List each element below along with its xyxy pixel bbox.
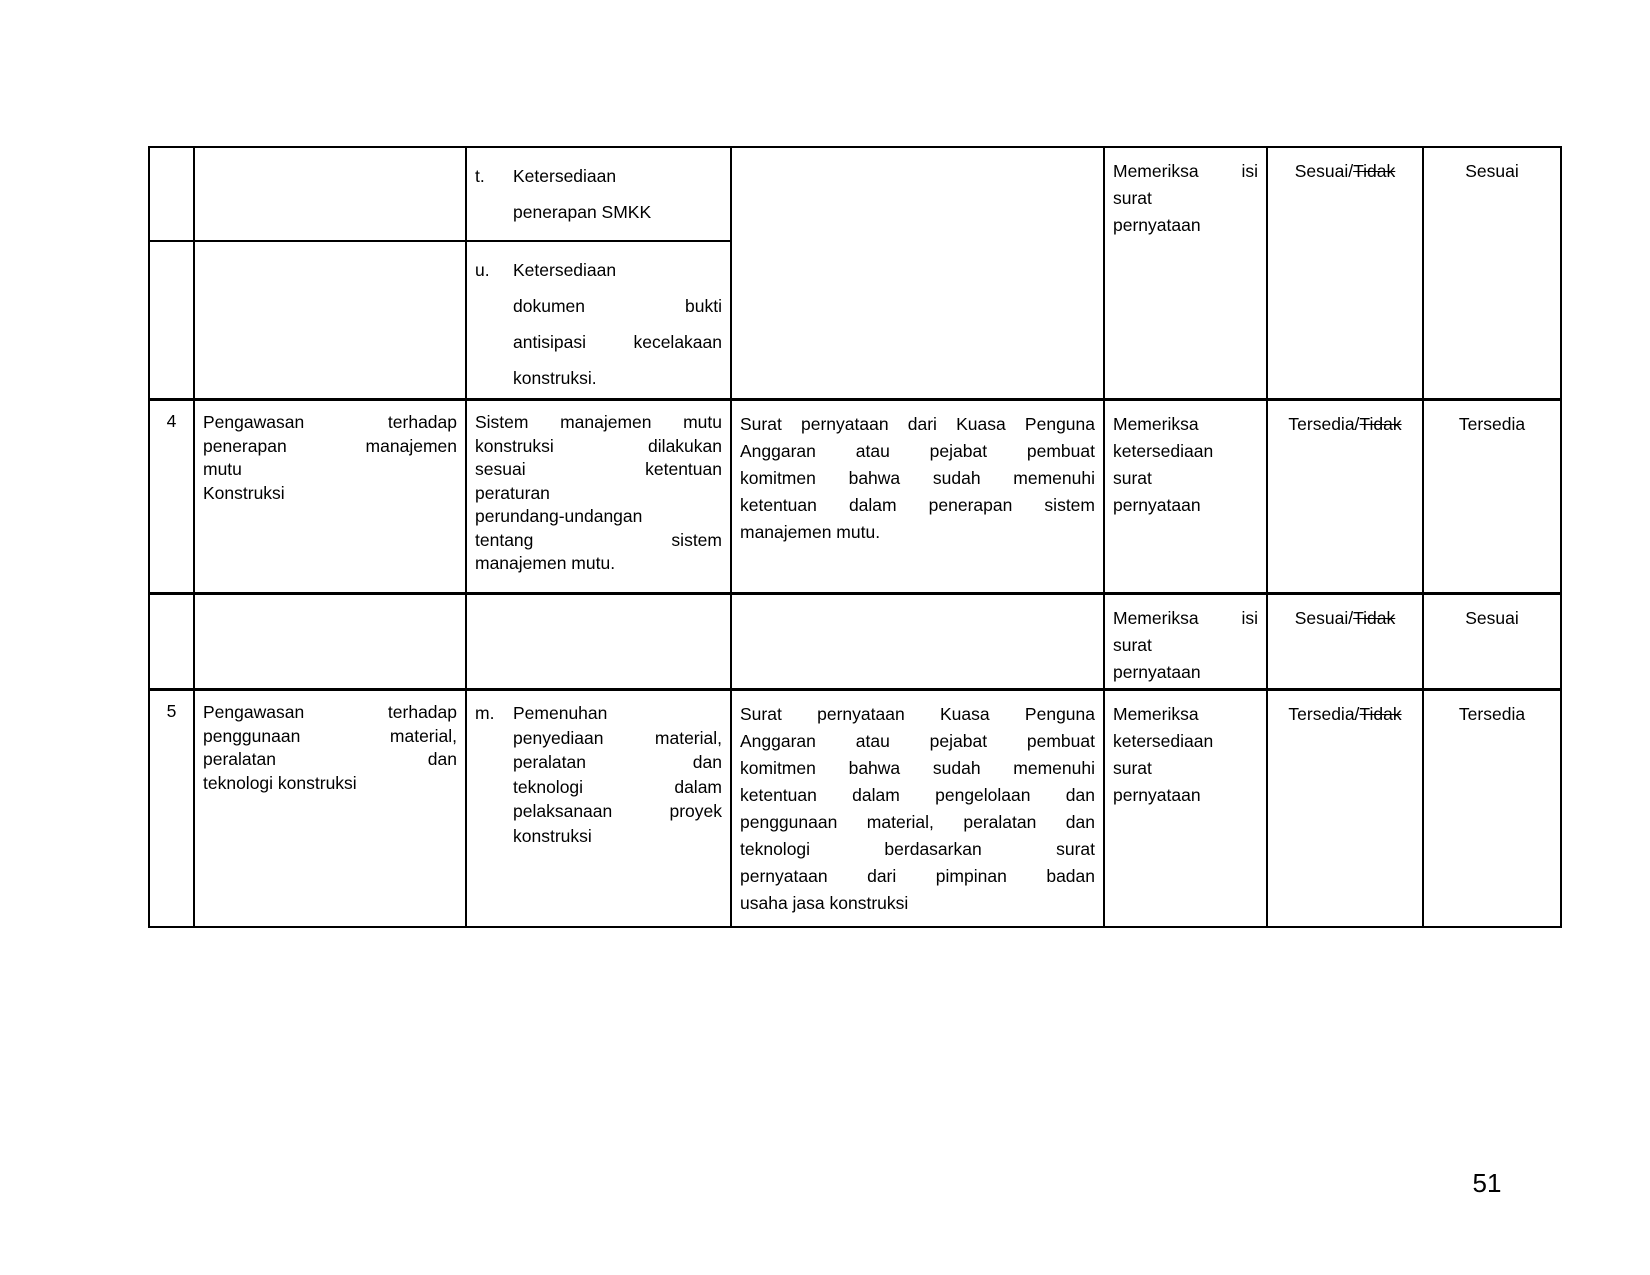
cell-no: 5 (149, 690, 194, 927)
cell-statement (731, 594, 1104, 690)
cell-no (149, 241, 194, 400)
cell-result: Sesuai (1423, 594, 1561, 690)
checklist-table (148, 146, 1562, 928)
table-row-check-4 (149, 594, 1561, 690)
table-row-4 (149, 400, 1561, 594)
cell-method: Memeriksa ketersediaan surat pernyataan (1104, 690, 1267, 927)
cell-result: Sesuai (1423, 147, 1561, 400)
item-marker: u. (475, 260, 490, 280)
cell-option: Tersedia/Tidak (1267, 400, 1423, 594)
cell-no (149, 147, 194, 241)
cell-item-t (466, 147, 731, 241)
cell-item (466, 594, 731, 690)
cell-scope: Pengawasan terhadap penerapan manajemen mutu Konstruksi (194, 400, 466, 594)
cell-scope (194, 594, 466, 690)
cell-scope (194, 241, 466, 400)
cell-statement: Surat pernyataan Kuasa Penguna Anggaran atau pejabat pembuat komitmen bahwa sudah memenuhi ketentuan dalam pengelolaan dan penggunaan material, peralatan dan teknologi berdasarkan surat pernyataan dari pimpinan badan usaha jasa konstruksi (731, 690, 1104, 927)
cell-method: Memeriksa isi surat pernyataan (1104, 147, 1267, 400)
cell-item: Sistem manajemen mutu konstruksi dilakukan sesuai ketentuan peraturan perundang-undangan tentang sistem manajemen mutu. (466, 400, 731, 594)
cell-no: 4 (149, 400, 194, 594)
cell-statement (731, 147, 1104, 400)
item-marker: t. (475, 166, 485, 186)
cell-option: Sesuai/Tidak (1267, 147, 1423, 400)
item-marker: m. (475, 703, 495, 723)
page-number: 51 (1472, 1168, 1502, 1198)
cell-method: Memeriksa isi surat pernyataan (1104, 594, 1267, 690)
cell-result: Tersedia (1423, 690, 1561, 927)
cell-option: Tersedia/Tidak (1267, 690, 1423, 927)
cell-no (149, 594, 194, 690)
table-row-5 (149, 690, 1561, 927)
cell-statement: Surat pernyataan dari Kuasa Penguna Anggaran atau pejabat pembuat komitmen bahwa sudah memenuhi ketentuan dalam penerapan sistem manajemen mutu. (731, 400, 1104, 594)
cell-result: Tersedia (1423, 400, 1561, 594)
cell-option: Sesuai/Tidak (1267, 594, 1423, 690)
table-row-t (149, 147, 1561, 241)
cell-scope (194, 147, 466, 241)
cell-item-u (466, 241, 731, 400)
cell-method: Memeriksa ketersediaan surat pernyataan (1104, 400, 1267, 594)
item-text: Ketersediaan penerapan SMKK (513, 166, 652, 222)
cell-scope: Pengawasan terhadap penggunaan material, peralatan dan teknologi konstruksi (194, 690, 466, 927)
item-text: Ketersediaan dokumen bukti antisipasi kecelakaan konstruksi. (513, 260, 722, 388)
item-text: Pemenuhan penyediaan material, peralatan dan teknologi dalam pelaksanaan proyek konstruksi (513, 703, 722, 846)
cell-item-m (466, 690, 731, 927)
